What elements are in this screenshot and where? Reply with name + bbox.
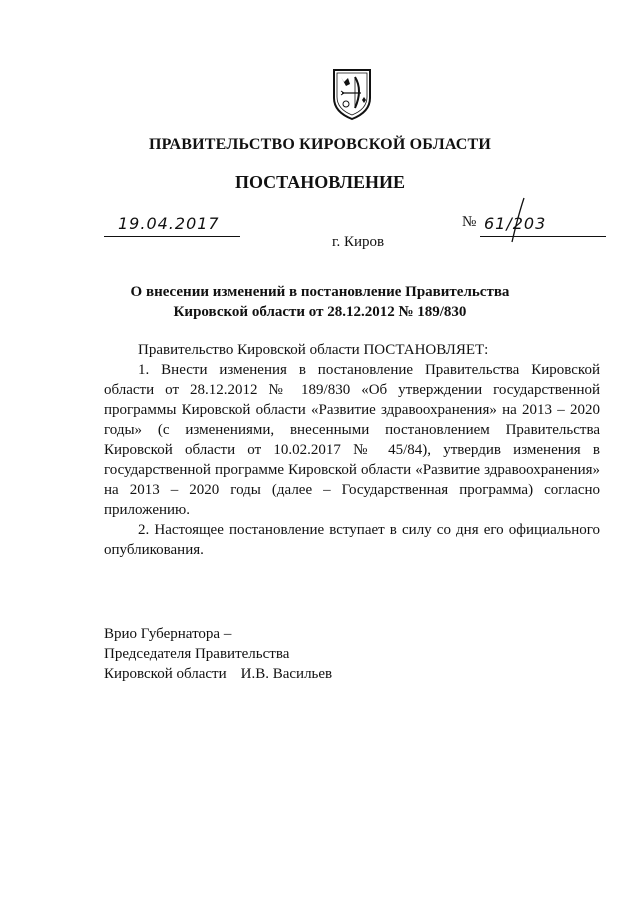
subject-line-2: Кировской области от 28.12.2012 № 189/830 bbox=[173, 304, 467, 320]
organization-title: ПРАВИТЕЛЬСТВО КИРОВСКОЙ ОБЛАСТИ bbox=[148, 136, 492, 153]
signature-block bbox=[104, 624, 332, 684]
coat-of-arms-icon bbox=[328, 64, 376, 122]
signature-region: Кировской области bbox=[104, 666, 227, 682]
signature-position-line-3 bbox=[104, 664, 332, 684]
clause-2: 2. Настоящее постановление вступает в силу со дня его официального опубликования. bbox=[104, 522, 600, 558]
document-date: 19.04.2017 bbox=[118, 214, 220, 233]
signature-position-line-1: Врио Губернатора – bbox=[104, 626, 232, 642]
handwritten-slash-mark bbox=[508, 196, 528, 246]
document-subject bbox=[0, 282, 640, 322]
city: г. Киров bbox=[332, 234, 385, 250]
preamble: Правительство Кировской области ПОСТАНОВЛЯЕТ: bbox=[138, 342, 489, 358]
document-body bbox=[104, 340, 600, 560]
document-number-field bbox=[480, 214, 606, 237]
document-number: 61/203 bbox=[484, 214, 547, 233]
subject-line-1: О внесении изменений в постановление Правительства bbox=[130, 284, 510, 300]
number-sign: № bbox=[462, 214, 477, 230]
document-date-field bbox=[104, 214, 240, 237]
signatory-name: И.В. Васильев bbox=[240, 666, 333, 682]
clause-1: 1. Внести изменения в постановление Правительства Кировской области от 28.12.2012 № 189/830 «Об утверждении государственной программы Кировской области «Развитие здравоохранения» на 2013 – 2020 годы» (с изменениями, внесенными постановлением Правительства Кировской области от 10.02.2017 № 45/84), утвердив изменения в государственной программе Кировской области «Развитие здравоохранения» на 2013 – 2020 годы (далее – Государственная программа) согласно приложению. bbox=[104, 362, 600, 518]
signature-position-line-2: Председателя Правительства bbox=[104, 646, 290, 662]
document-type: ПОСТАНОВЛЕНИЕ bbox=[234, 172, 406, 192]
